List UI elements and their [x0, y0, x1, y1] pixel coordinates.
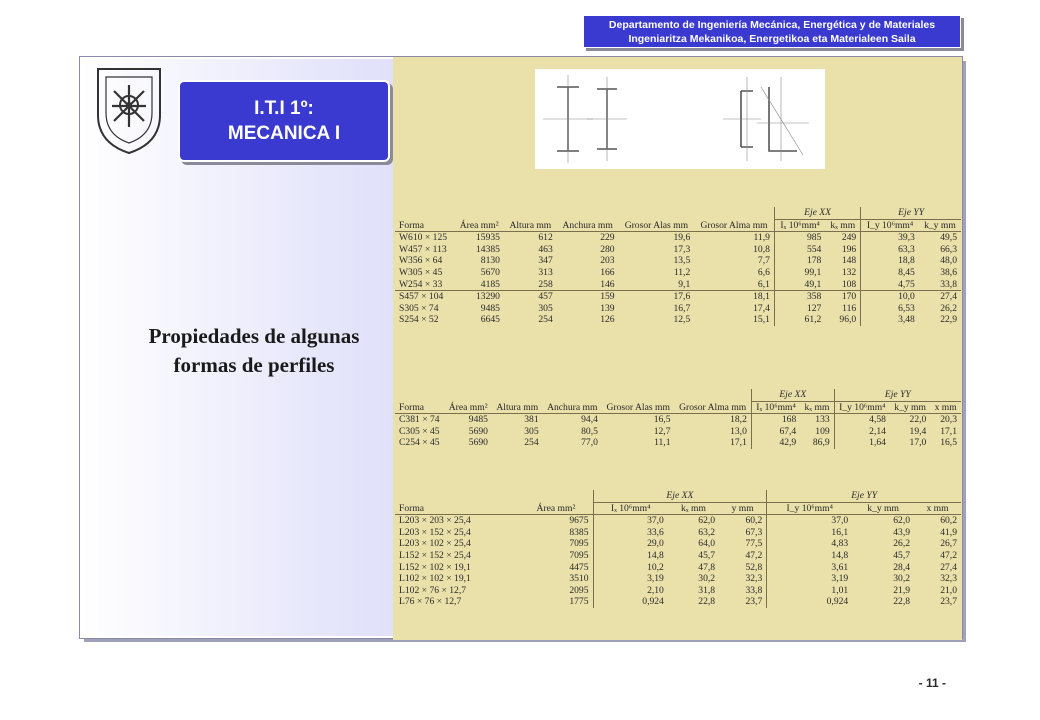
table-cell: 9675: [569, 515, 589, 527]
table-cell: 17,3: [673, 243, 691, 255]
profile-designation: S305 × 74: [399, 302, 439, 314]
table-row: [395, 414, 961, 426]
table-cell: 254: [524, 437, 539, 449]
column-header: I_y 10⁶mm⁴: [861, 219, 919, 232]
table-cell: 358: [774, 291, 825, 303]
profile-designation: L203 × 203 × 25,4: [399, 515, 471, 527]
table-cell: 19,4: [909, 425, 927, 437]
table-cell: 10,0: [861, 291, 919, 303]
column-header: Forma: [395, 502, 519, 515]
group-eje-xx: Eje XX: [774, 207, 860, 219]
profile-designation: C254 × 45: [399, 437, 440, 449]
group-eje-yy: Eje YY: [861, 207, 961, 219]
table-cell: 15,1: [753, 314, 770, 326]
table-cell: 148: [841, 255, 857, 267]
profile-designation: W305 × 45: [399, 266, 443, 278]
table-cell: 32,3: [940, 573, 957, 585]
table-cell: 63,3: [861, 244, 919, 256]
table-cell: 47,2: [940, 549, 957, 561]
table-cell: 62,0: [893, 515, 911, 527]
profile-designation: C305 × 45: [399, 425, 440, 437]
table-cell: 132: [841, 266, 857, 278]
table-cell: 381: [524, 414, 539, 426]
column-header: kₓ mm: [825, 219, 860, 232]
table-cell: 77,0: [581, 437, 598, 449]
w-s-sections-table: [395, 207, 961, 326]
table-cell: 26,2: [893, 538, 911, 550]
c-sections-table: [395, 389, 961, 449]
table-cell: 4,83: [767, 538, 852, 550]
table-cell: 47,2: [745, 549, 763, 561]
table-row: [395, 255, 961, 267]
table-cell: 66,3: [940, 243, 957, 255]
table-cell: 166: [600, 266, 615, 278]
table-cell: 12,5: [673, 314, 691, 326]
table-cell: 17,4: [753, 302, 770, 314]
table-row: [395, 314, 961, 326]
table-cell: 49,5: [940, 232, 957, 244]
table-cell: 2095: [569, 584, 589, 596]
table-cell: 6,6: [757, 266, 770, 278]
table-cell: 13,0: [730, 425, 747, 437]
table-cell: 26,7: [940, 538, 957, 550]
table-cell: 3,19: [593, 573, 668, 585]
table-cell: 554: [774, 244, 825, 256]
table-cell: 37,0: [593, 515, 668, 527]
table-cell: 116: [842, 302, 857, 314]
table-cell: 0,924: [593, 596, 668, 608]
table-cell: 7095: [569, 538, 589, 550]
table-cell: 457: [504, 291, 557, 303]
table-row: [395, 232, 961, 244]
table-cell: 347: [538, 255, 553, 267]
table-cell: 17,1: [730, 437, 747, 449]
table-cell: 17,1: [940, 425, 957, 437]
table-cell: 22,8: [698, 596, 716, 608]
table-row: [395, 585, 961, 597]
table-row: [395, 562, 961, 574]
table-cell: 139: [600, 302, 615, 314]
profile-designation: L102 × 76 × 12,7: [399, 584, 467, 596]
profile-designation: C381 × 74: [399, 414, 440, 426]
table-cell: 27,4: [940, 561, 957, 573]
table-cell: 60,2: [940, 515, 957, 527]
table-cell: 168: [751, 414, 800, 426]
page-number: - 11 -: [918, 676, 946, 690]
table-cell: 80,5: [581, 425, 598, 437]
department-name-eu: Ingeniaritza Mekanikoa, Energetikoa eta Materialeen Saila: [628, 33, 916, 45]
table-cell: 9485: [468, 414, 488, 426]
table-cell: 86,9: [812, 437, 830, 449]
table-cell: 6645: [480, 314, 500, 326]
table-cell: 33,6: [593, 527, 668, 539]
table-cell: 13290: [454, 291, 504, 303]
caption-line-2: formas de perfiles: [173, 353, 335, 377]
profile-designation: W254 × 33: [399, 278, 443, 290]
table-cell: 9,1: [678, 278, 691, 290]
table-cell: 985: [774, 232, 825, 244]
slide-caption: [112, 322, 396, 380]
table-cell: 249: [841, 232, 857, 244]
column-header: I_y 10⁶mm⁴: [767, 502, 852, 515]
table-cell: 14385: [475, 243, 500, 255]
table-row: [395, 573, 961, 585]
column-header: Grosor Alas mm: [619, 219, 695, 232]
table-cell: 10,8: [753, 243, 770, 255]
table-cell: 133: [815, 414, 830, 426]
table-row: [395, 244, 961, 256]
column-header: Área mm²: [519, 502, 593, 515]
table-cell: 463: [538, 243, 553, 255]
profile-designation: L102 × 102 × 19,1: [399, 573, 471, 585]
table-row: [395, 437, 961, 449]
table-cell: 20,3: [940, 414, 957, 426]
column-header: Anchura mm: [557, 219, 619, 232]
table-cell: 32,3: [745, 573, 763, 585]
table-cell: 94,4: [581, 414, 598, 426]
table-row: [395, 291, 961, 303]
table-cell: 18,1: [694, 291, 774, 303]
department-name-es: Departamento de Ingeniería Mecánica, Energética y de Materiales: [608, 19, 936, 31]
table-cell: 2,10: [593, 585, 668, 597]
table-cell: 5690: [468, 437, 488, 449]
table-cell: 31,8: [698, 584, 716, 596]
table-cell: 63,2: [698, 526, 716, 538]
table-cell: 22,9: [940, 314, 957, 326]
table-cell: 30,2: [893, 573, 911, 585]
table-cell: 6,1: [757, 278, 770, 290]
table-cell: 11,1: [654, 437, 671, 449]
table-cell: 305: [524, 425, 539, 437]
table-cell: 3510: [569, 573, 589, 585]
table-cell: 4,75: [861, 279, 919, 291]
table-cell: 33,8: [745, 584, 763, 596]
table-cell: 7095: [569, 549, 589, 561]
table-cell: 16,5: [653, 414, 671, 426]
table-cell: 45,7: [698, 549, 716, 561]
table-cell: 11,2: [673, 266, 691, 278]
column-header: Forma: [395, 401, 444, 414]
table-cell: 60,2: [745, 515, 763, 527]
table-cell: 9485: [480, 302, 500, 314]
group-eje-yy: Eje YY: [834, 389, 961, 401]
table-cell: 13,5: [673, 255, 691, 267]
table-cell: 3,19: [767, 573, 852, 585]
university-seal-icon: [92, 63, 166, 155]
column-header: Altura mm: [492, 401, 543, 414]
table-cell: 8385: [569, 526, 589, 538]
table-row: [395, 426, 961, 438]
table-row: [395, 538, 961, 550]
course-badge: [178, 80, 390, 162]
table-cell: 21,9: [893, 584, 911, 596]
column-header: Grosor Alas mm: [602, 401, 675, 414]
table-cell: 7,7: [757, 255, 770, 267]
table-cell: 43,9: [893, 526, 911, 538]
column-header: I_y 10⁶mm⁴: [834, 401, 890, 414]
table-cell: 4475: [569, 561, 589, 573]
group-eje-yy: Eje YY: [767, 490, 961, 502]
table-cell: 23,7: [745, 596, 763, 608]
table-cell: 96,0: [839, 314, 857, 326]
table-cell: 22,0: [909, 414, 927, 426]
table-row: [395, 527, 961, 539]
table-row: [395, 279, 961, 291]
table-cell: 38,6: [940, 266, 957, 278]
table-cell: 47,8: [698, 561, 716, 573]
column-header: kₓ mm: [668, 502, 719, 515]
caption-line-1: Propiedades de algunas: [148, 324, 360, 348]
table-cell: 313: [538, 266, 553, 278]
column-header: Área mm²: [444, 401, 492, 414]
table-cell: 16,7: [673, 302, 691, 314]
table-cell: 6,53: [861, 303, 919, 315]
table-cell: 108: [841, 278, 857, 290]
table-cell: 5670: [480, 266, 500, 278]
profile-designation: W610 × 125: [399, 232, 448, 244]
table-cell: 4185: [480, 278, 500, 290]
column-header: x mm: [930, 401, 961, 414]
table-cell: 30,2: [698, 573, 716, 585]
table-cell: 1,64: [834, 437, 890, 449]
column-header: y mm: [719, 502, 767, 515]
column-header: Iₓ 10⁶mm⁴: [751, 401, 800, 414]
group-eje-xx: Eje XX: [751, 389, 834, 401]
table-cell: 67,4: [751, 426, 800, 438]
column-header: Forma: [395, 219, 454, 232]
table-cell: 0,924: [767, 596, 852, 608]
table-cell: 254: [538, 314, 553, 326]
table-cell: 4,58: [834, 414, 890, 426]
table-cell: 196: [841, 243, 857, 255]
profile-designation: S457 × 104: [395, 291, 454, 303]
table-cell: 14,8: [593, 550, 668, 562]
table-cell: 203: [600, 255, 615, 267]
section-profiles-diagram: [535, 69, 825, 169]
profile-designation: W457 × 113: [399, 243, 447, 255]
table-cell: 18,8: [861, 255, 919, 267]
column-header: x mm: [914, 502, 961, 515]
table-row: [395, 596, 961, 608]
table-cell: 15935: [475, 232, 500, 244]
table-row: [395, 550, 961, 562]
table-cell: 37,0: [767, 515, 852, 527]
table-cell: 22,8: [893, 596, 911, 608]
scanned-table-page: [393, 57, 962, 640]
column-header: k_y mm: [890, 401, 930, 414]
table-cell: 61,2: [774, 314, 825, 326]
table-cell: 10,2: [593, 562, 668, 574]
column-header: Anchura mm: [543, 401, 602, 414]
table-cell: 1,01: [767, 585, 852, 597]
table-cell: 17,0: [909, 437, 927, 449]
table-cell: 3,48: [861, 314, 919, 326]
table-cell: 52,8: [745, 561, 763, 573]
table-cell: 26,2: [940, 302, 957, 314]
table-cell: 178: [774, 255, 825, 267]
table-cell: 3,61: [767, 562, 852, 574]
table-cell: 14,8: [767, 550, 852, 562]
table-cell: 21,0: [940, 584, 957, 596]
table-row: [395, 515, 961, 527]
table-cell: 258: [538, 278, 553, 290]
column-header: Iₓ 10⁶mm⁴: [774, 219, 825, 232]
table-cell: 62,0: [698, 515, 716, 527]
table-row: [395, 303, 961, 315]
table-cell: 49,1: [774, 279, 825, 291]
table-cell: 23,7: [940, 596, 957, 608]
table-cell: 45,7: [893, 549, 911, 561]
column-header: k_y mm: [852, 502, 914, 515]
profile-designation: S254 × 52: [399, 314, 439, 326]
table-cell: 48,0: [940, 255, 957, 267]
column-header: Grosor Alma mm: [694, 219, 774, 232]
profile-designation: L152 × 152 × 25,4: [399, 549, 471, 561]
table-cell: 170: [825, 291, 860, 303]
table-cell: 11,9: [753, 232, 770, 244]
table-cell: 42,9: [751, 437, 800, 449]
column-header: kₓ mm: [800, 401, 834, 414]
column-header: Grosor Alma mm: [675, 401, 752, 414]
table-cell: 159: [557, 291, 619, 303]
profile-designation: L152 × 102 × 19,1: [399, 561, 471, 573]
table-cell: 41,9: [940, 526, 957, 538]
column-header: Iₓ 10⁶mm⁴: [593, 502, 668, 515]
table-cell: 280: [600, 243, 615, 255]
table-cell: 19,6: [673, 232, 691, 244]
table-cell: 39,3: [861, 232, 919, 244]
table-cell: 8,45: [861, 267, 919, 279]
table-cell: 126: [600, 314, 615, 326]
table-cell: 8130: [480, 255, 500, 267]
table-cell: 77,5: [745, 538, 763, 550]
course-code: I.T.I 1º:: [254, 98, 314, 119]
table-cell: 18,2: [730, 414, 747, 426]
table-cell: 146: [600, 278, 615, 290]
table-cell: 28,4: [893, 561, 911, 573]
table-cell: 2,14: [834, 426, 890, 438]
column-header: Altura mm: [504, 219, 557, 232]
table-cell: 12,7: [653, 425, 671, 437]
department-banner: [583, 15, 961, 48]
profile-designation: L203 × 152 × 25,4: [399, 526, 471, 538]
table-cell: 127: [774, 303, 825, 315]
column-header: k_y mm: [919, 219, 961, 232]
table-cell: 27,4: [919, 291, 961, 303]
profile-designation: L76 × 76 × 12,7: [399, 596, 462, 608]
table-cell: 16,5: [940, 437, 957, 449]
table-cell: 5690: [468, 425, 488, 437]
table-cell: 17,6: [619, 291, 695, 303]
table-cell: 1775: [569, 596, 589, 608]
table-cell: 109: [815, 425, 830, 437]
table-cell: 16,1: [767, 527, 852, 539]
table-cell: 67,3: [745, 526, 763, 538]
table-cell: 64,0: [698, 538, 716, 550]
group-eje-xx: Eje XX: [593, 490, 767, 502]
table-cell: 305: [538, 302, 553, 314]
column-header: Área mm²: [454, 219, 504, 232]
course-name: MECANICA I: [227, 123, 341, 144]
table-cell: 612: [538, 232, 553, 244]
table-cell: 229: [600, 232, 615, 244]
table-row: [395, 267, 961, 279]
profile-designation: L203 × 102 × 25,4: [399, 538, 471, 550]
table-cell: 99,1: [774, 267, 825, 279]
l-sections-table: [395, 490, 961, 608]
table-cell: 29,0: [593, 538, 668, 550]
table-cell: 33,8: [940, 278, 957, 290]
profile-designation: W356 × 64: [399, 255, 443, 267]
